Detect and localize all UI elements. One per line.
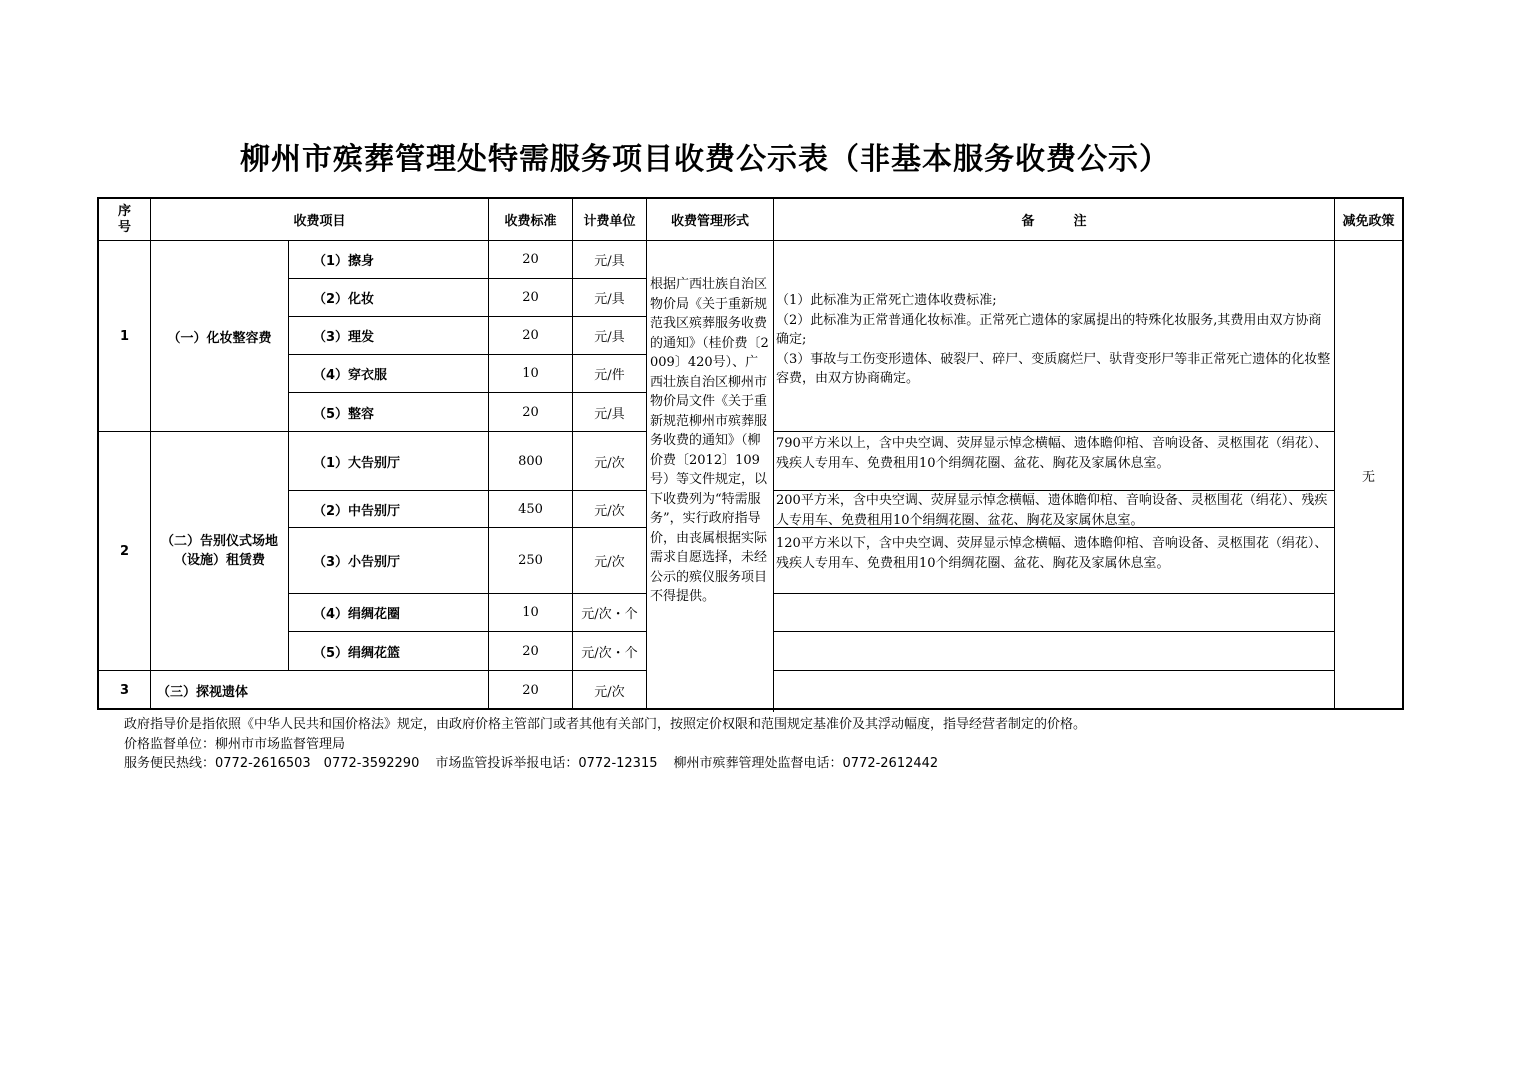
- item-name: （4）穿衣服: [289, 355, 489, 393]
- group-name: （三）探视遗体: [151, 671, 489, 710]
- group-seq: 1: [99, 241, 151, 432]
- item-price: 250: [489, 528, 573, 594]
- item-price: 20: [489, 279, 573, 317]
- item-unit: 元/次・个: [573, 632, 647, 671]
- remark-hall-medium: 200平方米，含中央空调、荧屏显示悼念横幅、遗体瞻仰棺、音响设备、灵柩围花（绢花）、残疾人专用车、免费租用10个绢绸花圈、盆花、胸花及家属休息室。: [774, 491, 1335, 528]
- item-unit: 元/具: [573, 279, 647, 317]
- remark-line: （1）此标准为正常死亡遗体收费标准;: [776, 293, 997, 308]
- item-unit: 元/次: [573, 528, 647, 594]
- group-seq: 3: [99, 671, 151, 710]
- complaint-phone: 市场监管投诉举报电话：0772-12315: [435, 756, 658, 771]
- item-unit: 元/件: [573, 355, 647, 393]
- mgmt-description: 根据广西壮族自治区物价局《关于重新规范我区殡葬服务收费的通知》（桂价费〔2009〕420号）、广西壮族自治区柳州市物价局文件《关于重新规范柳州市殡葬服务收费的通知》（柳价费〔2012〕109号）等文件规定，以下收费列为“特需服务”，实行政府指导价，由丧属根据实际需求自愿选择，未经公示的殡仪服务项目不得提供。: [647, 241, 774, 712]
- header-policy: 减免政策: [1335, 199, 1402, 241]
- item-price: 20: [489, 632, 573, 671]
- header-seq: 序号: [99, 199, 151, 241]
- item-unit: 元/次: [573, 491, 647, 528]
- item-price: 800: [489, 432, 573, 491]
- group-name: （二）告别仪式场地（设施）租赁费: [151, 432, 289, 671]
- fee-table: [97, 197, 1404, 710]
- header-item: 收费项目: [151, 199, 489, 241]
- page-title: 柳州市殡葬管理处特需服务项目收费公示表（非基本服务收费公示）: [240, 142, 1170, 177]
- supervise-phone: 柳州市殡葬管理处监督电话：0772-2612442: [673, 756, 939, 771]
- remark-line: （3）事故与工伤变形遗体、破裂尸、碎尸、变质腐烂尸、驮背变形尸等非正常死亡遗体的化妆整容费，由双方协商确定。: [776, 351, 1331, 386]
- header-remark: 备 注: [774, 199, 1335, 241]
- remark-empty: [774, 632, 1335, 671]
- group-seq: 2: [99, 432, 151, 671]
- item-name: （3）小告别厅: [289, 528, 489, 594]
- footer-supervisor: 价格监督单位：柳州市市场监督管理局: [124, 737, 346, 752]
- footer-note: 政府指导价是指依照《中华人民共和国价格法》规定，由政府价格主管部门或者其他有关部门，按照定价权限和范围规定基准价及其浮动幅度，指导经营者制定的价格。: [124, 717, 1087, 732]
- item-price: 20: [489, 671, 573, 710]
- remark-hall-large: 790平方米以上，含中央空调、荧屏显示悼念横幅、遗体瞻仰棺、音响设备、灵柩围花（绢花）、残疾人专用车、免费租用10个绢绸花圈、盆花、胸花及家属休息室。: [774, 432, 1335, 491]
- item-price: 10: [489, 594, 573, 632]
- item-unit: 元/次: [573, 432, 647, 491]
- item-name: （5）整容: [289, 393, 489, 432]
- item-price: 20: [489, 393, 573, 432]
- policy-value: 无: [1361, 470, 1375, 485]
- item-unit: 元/次・个: [573, 594, 647, 632]
- header-unit: 计费单位: [573, 199, 647, 241]
- remark-empty: [774, 671, 1335, 710]
- item-unit: 元/次: [573, 671, 647, 710]
- item-name: （4）绢绸花圈: [289, 594, 489, 632]
- hotline-text: 服务便民热线：0772-2616503 0772-3592290: [124, 756, 420, 771]
- item-name: （1）擦身: [289, 241, 489, 279]
- item-unit: 元/具: [573, 393, 647, 432]
- item-name: （5）绢绸花篮: [289, 632, 489, 671]
- item-price: 450: [489, 491, 573, 528]
- footer-contacts: [124, 752, 938, 771]
- item-name: （2）化妆: [289, 279, 489, 317]
- item-price: 20: [489, 317, 573, 355]
- item-price: 20: [489, 241, 573, 279]
- remark-empty: [774, 594, 1335, 632]
- remark-makeup: [774, 241, 1335, 432]
- item-name: （3）理发: [289, 317, 489, 355]
- item-name: （2）中告别厅: [289, 491, 489, 528]
- group-name: （一）化妆整容费: [151, 241, 289, 432]
- item-name: （1）大告别厅: [289, 432, 489, 491]
- remark-hall-small: 120平方米以下，含中央空调、荧屏显示悼念横幅、遗体瞻仰棺、音响设备、灵柩围花（绢花）、残疾人专用车、免费租用10个绢绸花圈、盆花、胸花及家属休息室。: [774, 528, 1335, 594]
- header-mgmt: 收费管理形式: [647, 199, 774, 241]
- item-unit: 元/具: [573, 241, 647, 279]
- remark-line: （2）此标准为正常普通化妆标准。正常死亡遗体的家属提出的特殊化妆服务,其费用由双方协商确定;: [776, 312, 1322, 347]
- item-price: 10: [489, 355, 573, 393]
- header-standard: 收费标准: [489, 199, 573, 241]
- item-unit: 元/具: [573, 317, 647, 355]
